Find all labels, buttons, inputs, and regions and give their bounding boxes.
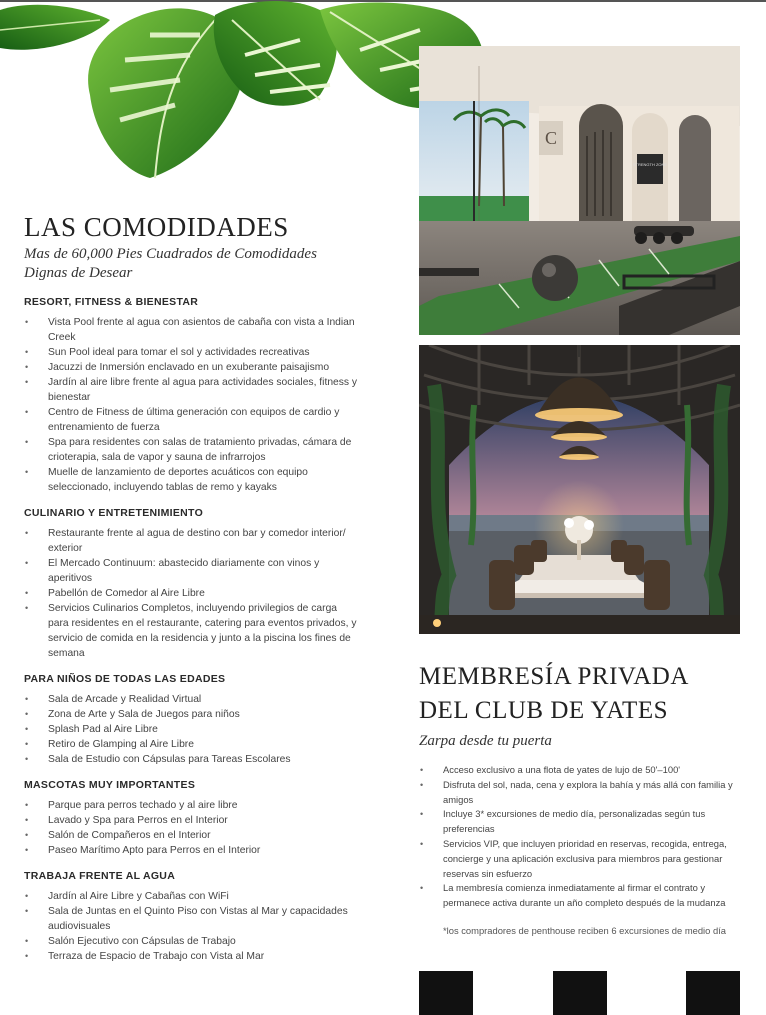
amenity-list <box>24 692 359 767</box>
list-item: • Retiro de Glamping al Aire Libre <box>24 737 359 752</box>
section-work <box>24 870 359 964</box>
section-heading: RESORT, FITNESS & BIENESTAR <box>24 296 199 308</box>
list-item: • Spa para residentes con salas de tratamiento privadas, cámara de crioterapia, sala de vapor y sauna de infrarrojos <box>24 435 359 465</box>
amenity-list <box>24 315 359 495</box>
yacht-club-subtitle: Zarpa desde tu puerta <box>419 733 552 749</box>
list-item: • Jacuzzi de Inmersión enclavado en un exuberante paisajismo <box>24 360 359 375</box>
list-item: • Jardín al Aire Libre y Cabañas con WiFi <box>24 889 359 904</box>
list-item: • Sala de Estudio con Cápsulas para Tareas Escolares <box>24 752 359 767</box>
list-item: • Servicios VIP, que incluyen prioridad en reservas, recogida, entrega, concierge y una aplicación exclusiva para miembros para gestionar reservas sin esfuerzo <box>419 837 744 881</box>
section-culinary <box>24 507 359 661</box>
list-item: • Lavado y Spa para Perros en el Interior <box>24 813 359 828</box>
amenities-title: LAS COMODIDADES <box>24 212 289 242</box>
list-item: • Salón Ejecutivo con Cápsulas de Trabajo <box>24 934 359 949</box>
benefit-list <box>419 763 744 911</box>
amenities-subtitle: Mas de 60,000 Pies Cuadrados de Comodidades Dignas de Desear <box>24 246 317 281</box>
section-resort <box>24 296 359 495</box>
amenity-list <box>24 889 359 964</box>
list-item: • Incluye 3* excursiones de medio día, personalizadas según tus preferencias <box>419 807 744 837</box>
footer-block <box>553 971 607 1015</box>
yacht-club-benefits <box>419 763 744 923</box>
list-item: • Terraza de Espacio de Trabajo con Vista al Mar <box>24 949 359 964</box>
section-heading: TRABAJA FRENTE AL AGUA <box>24 870 176 882</box>
list-item: • Salón de Compañeros en el Interior <box>24 828 359 843</box>
gym-logo-letter: C <box>544 128 558 148</box>
yacht-club-title-line1: MEMBRESÍA PRIVADA <box>419 663 689 690</box>
section-heading: MASCOTAS MUY IMPORTANTES <box>24 779 196 791</box>
list-item: • Parque para perros techado y al aire libre <box>24 798 359 813</box>
gym-sign: STRENGTH ZONE <box>632 162 668 167</box>
amenities-sections <box>24 296 359 976</box>
section-pets <box>24 779 359 858</box>
list-item: • Vista Pool frente al agua con asientos de cabaña con vista a Indian Creek <box>24 315 359 345</box>
yacht-club-title <box>419 660 749 728</box>
list-item: • Sala de Juntas en el Quinto Piso con Vistas al Mar y capacidades audiovisuales <box>24 904 359 934</box>
section-heading: PARA NIÑOS DE TODAS LAS EDADES <box>24 673 226 685</box>
list-item: • Servicios Culinarios Completos, incluyendo privilegios de carga para residentes en el restaurante, catering para eventos privados, y servicio de comida en la residencia y junto a la piscina los fines de semana <box>24 601 359 661</box>
list-item: • Centro de Fitness de última generación con equipos de cardio y entrenamiento de fuerza <box>24 405 359 435</box>
list-item: • La membresía comienza inmediatamente al firmar el contrato y permanece activa durante un año completo después de la mudanza <box>419 881 744 911</box>
list-item: • Sun Pool ideal para tomar el sol y actividades recreativas <box>24 345 359 360</box>
list-item: • Disfruta del sol, nada, cena y explora la bahía y más allá con familia y amigos <box>419 778 744 808</box>
fitness-center-photo <box>419 46 740 335</box>
list-item: • Sala de Arcade y Realidad Virtual <box>24 692 359 707</box>
list-item: • Jardín al aire libre frente al agua para actividades sociales, fitness y bienestar <box>24 375 359 405</box>
list-item: • Muelle de lanzamiento de deportes acuáticos con equipo seleccionado, incluyendo tablas de remo y kayaks <box>24 465 359 495</box>
yacht-club-title-line2: DEL CLUB DE YATES <box>419 697 669 724</box>
list-item: • Splash Pad al Aire Libre <box>24 722 359 737</box>
list-item: • Zona de Arte y Sala de Juegos para niños <box>24 707 359 722</box>
monstera-leaves-illustration <box>0 0 490 190</box>
outdoor-dining-pavilion-photo <box>419 345 740 634</box>
section-kids <box>24 673 359 767</box>
amenity-list <box>24 798 359 858</box>
footer-block <box>419 971 473 1015</box>
list-item: • El Mercado Continuum: abastecido diariamente con vinos y aperitivos <box>24 556 359 586</box>
amenity-list <box>24 526 359 661</box>
list-item: • Acceso exclusivo a una flota de yates de lujo de 50'–100' <box>419 763 744 778</box>
list-item: • Pabellón de Comedor al Aire Libre <box>24 586 359 601</box>
list-item: • Restaurante frente al agua de destino con bar y comedor interior/ exterior <box>24 526 359 556</box>
yacht-club-footnote: *los compradores de penthouse reciben 6 excursiones de medio día <box>443 925 726 936</box>
list-item: • Paseo Marítimo Apto para Perros en el Interior <box>24 843 359 858</box>
footer-block <box>686 971 740 1015</box>
section-heading: CULINARIO Y ENTRETENIMIENTO <box>24 507 204 519</box>
